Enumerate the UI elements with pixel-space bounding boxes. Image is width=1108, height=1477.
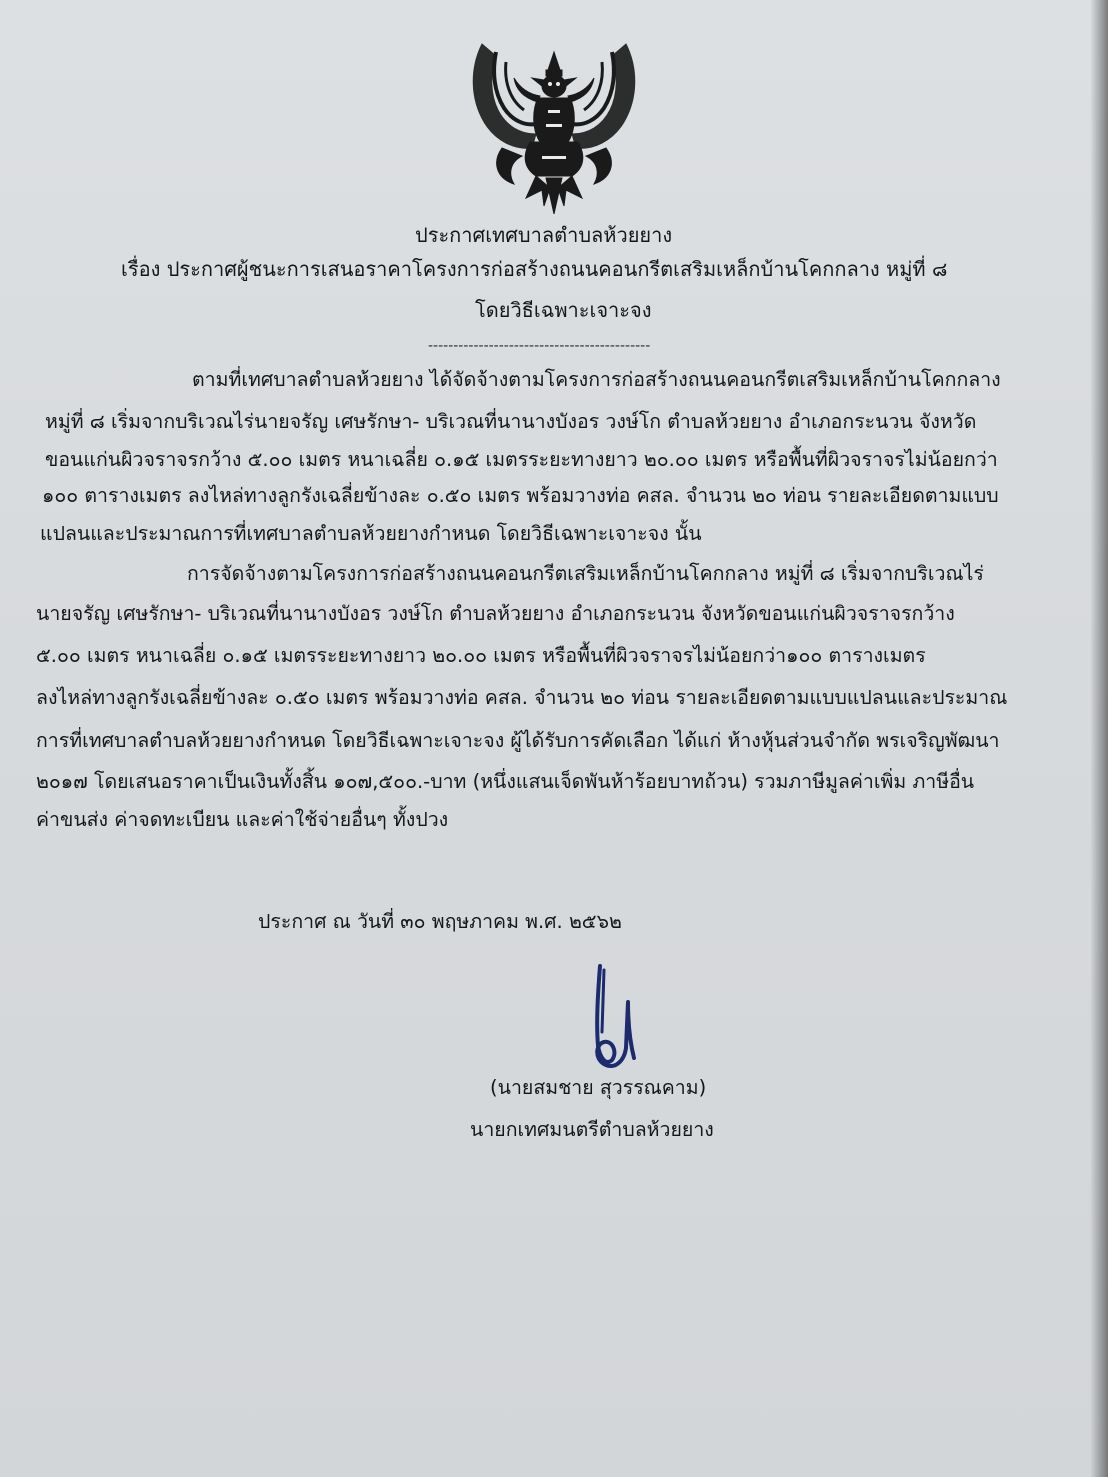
page-edge-shadow: [1090, 0, 1108, 1477]
body-line: ค่าขนส่ง ค่าจดทะเบียน และค่าใช้จ่ายอื่นๆ ทั้งปวง: [36, 808, 449, 831]
document-title: ประกาศเทศบาลตำบลห้วยยาง: [415, 223, 673, 247]
document-subject: เรื่อง ประกาศผู้ชนะการเสนอราคาโครงการก่อสร้างถนนคอนกรีตเสริมเหล็กบ้านโคกกลาง หมู่ที่ ๘: [121, 257, 948, 281]
body-line: ลงไหล่ทางลูกรังเฉลี่ยข้างละ ๐.๕๐ เมตร พร้อมวางท่อ คสล. จำนวน ๒๐ ท่อน รายละเอียดตามแบบแปลนและประมาณ: [36, 686, 1008, 709]
body-line: ๒๐๑๗ โดยเสนอราคาเป็นเงินทั้งสิ้น ๑๐๗,๕๐๐.-บาท (หนึ่งแสนเจ็ดพันห้าร้อยบาทถ้วน) รวมภาษีมูลค่าเพิ่ม ภาษีอื่น: [36, 770, 975, 793]
signer-title: นายกเทศมนตรีตำบลห้วยยาง: [470, 1118, 714, 1141]
body-line: ๕.๐๐ เมตร หนาเฉลี่ย ๐.๑๕ เมตรระยะทางยาว ๒๐.๐๐ เมตร หรือพื้นที่ผิวจราจรไม่น้อยกว่า๑๐๐ ตารางเมตร: [36, 644, 926, 667]
garuda-emblem-icon: [462, 38, 646, 214]
body-line: ตามที่เทศบาลตำบลห้วยยาง ได้จัดจ้างตามโครงการก่อสร้างถนนคอนกรีตเสริมเหล็กบ้านโคกกลาง: [192, 368, 1001, 391]
body-line: หมู่ที่ ๘ เริ่มจากบริเวณไร่นายจรัญ เศษรักษา- บริเวณที่นานางบังอร วงษ์โก ตำบลห้วยยาง อำเภอกระนวน จังหวัด: [45, 410, 977, 433]
body-line: การจัดจ้างตามโครงการก่อสร้างถนนคอนกรีตเสริมเหล็กบ้านโคกกลาง หมู่ที่ ๘ เริ่มจากบริเวณไร่: [187, 562, 984, 585]
document-method: โดยวิธีเฉพาะเจาะจง: [475, 298, 652, 322]
header-divider: --------------------------------------------: [428, 338, 651, 354]
signer-name: (นายสมชาย สุวรรณคาม): [490, 1076, 707, 1099]
body-line: นายจรัญ เศษรักษา- บริเวณที่นานางบังอร วงษ์โก ตำบลห้วยยาง อำเภอกระนวน จังหวัดขอนแก่นผิวจราจรกว้าง: [36, 602, 955, 625]
body-line: ๑๐๐ ตารางเมตร ลงไหล่ทางลูกรังเฉลี่ยข้างละ ๐.๕๐ เมตร พร้อมวางท่อ คสล. จำนวน ๒๐ ท่อน รายละเอียดตามแบบ: [42, 484, 999, 507]
body-line: แปลนและประมาณการที่เทศบาลตำบลห้วยยางกำหนด โดยวิธีเฉพาะเจาะจง นั้น: [40, 522, 702, 545]
body-line: ขอนแก่นผิวจราจรกว้าง ๕.๐๐ เมตร หนาเฉลี่ย ๐.๑๕ เมตรระยะทางยาว ๒๐.๐๐ เมตร หรือพื้นที่ผิวจราจรไม่น้อยกว่า: [45, 448, 998, 471]
signature-icon: [578, 962, 648, 1074]
body-line: การที่เทศบาลตำบลห้วยยางกำหนด โดยวิธีเฉพาะเจาะจง ผู้ได้รับการคัดเลือก ได้แก่ ห้างหุ้นส่วนจำกัด พรเจริญพัฒนา: [36, 729, 1000, 752]
announce-date: ประกาศ ณ วันที่ ๓๐ พฤษภาคม พ.ศ. ๒๕๖๒: [258, 910, 622, 933]
